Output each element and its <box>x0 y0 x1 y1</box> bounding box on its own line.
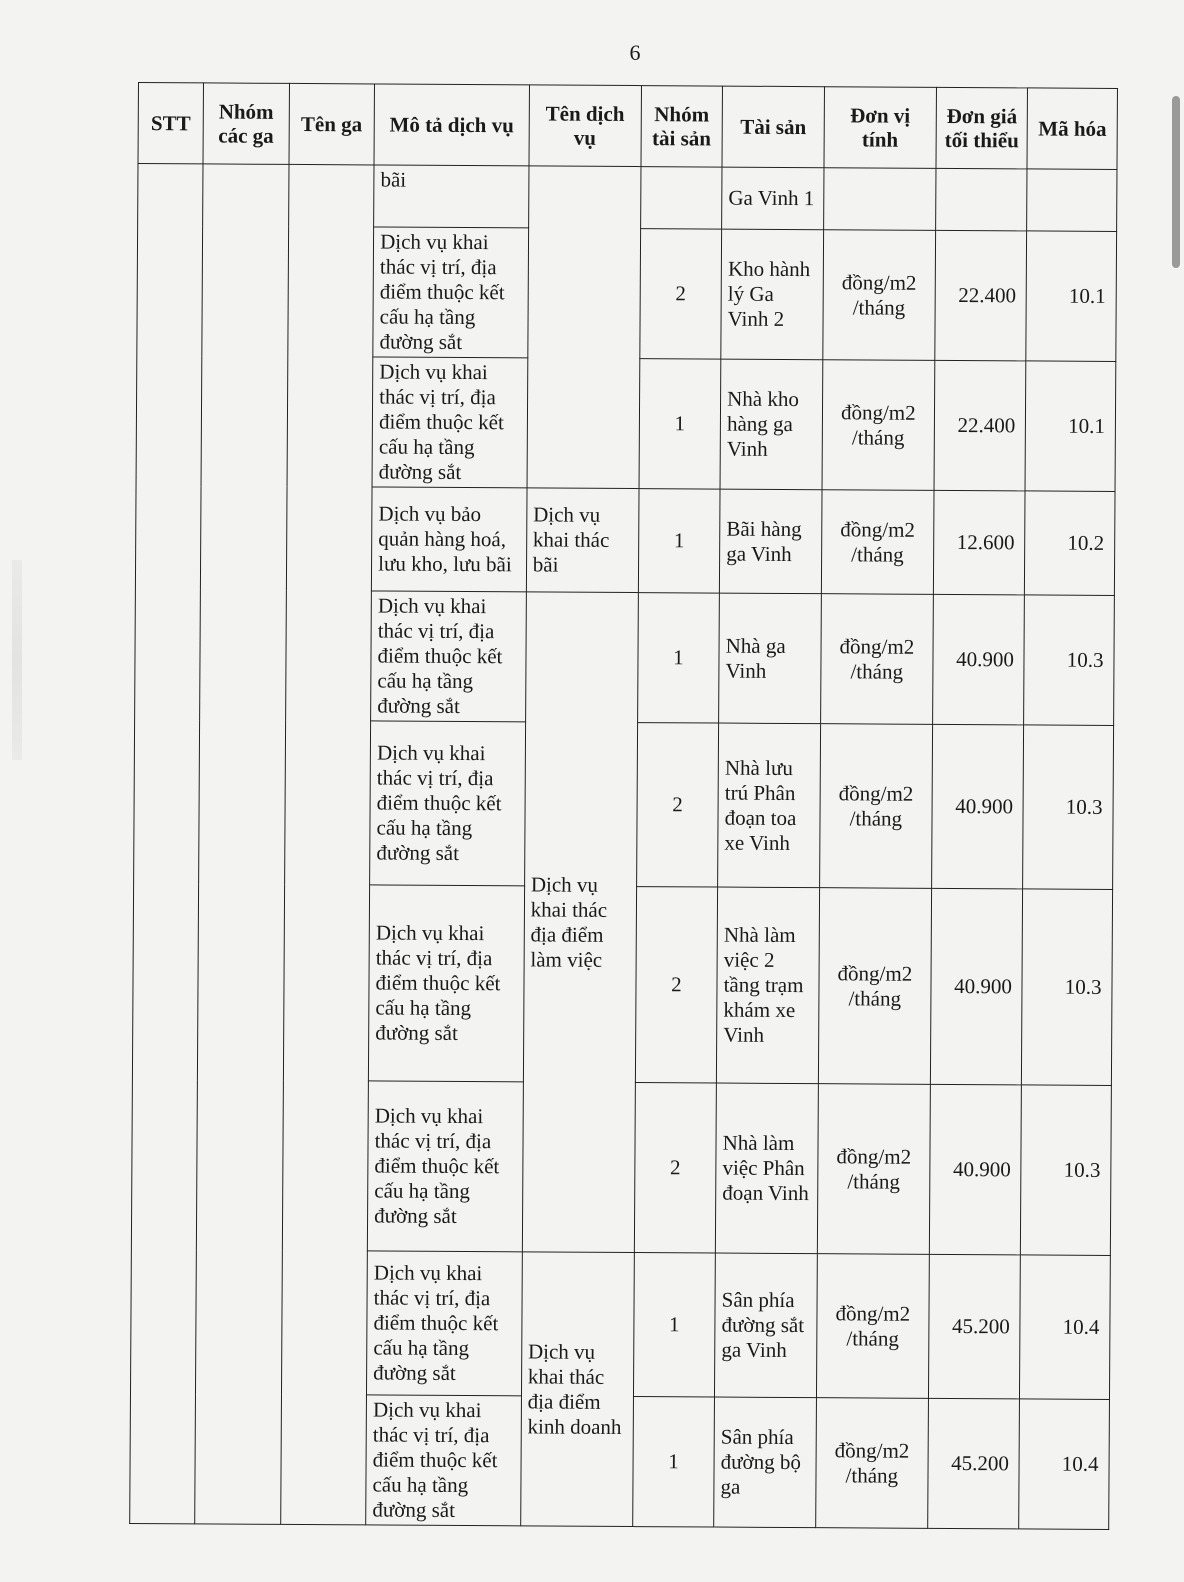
nhom-cell: 1 <box>632 1397 714 1527</box>
table-row <box>138 164 1117 232</box>
service-name-cell: Dịch vụ khai thác bãi <box>526 488 639 593</box>
desc-cell: Dịch vụ khai thác vị trí, địa điểm thuộc kết cấu hạ tầng đường sắt <box>372 357 527 488</box>
asset-cell: Bãi hàng ga Vinh <box>719 489 821 594</box>
service-cell-empty <box>527 166 641 489</box>
asset-cell: Ga Vinh 1 <box>722 167 824 230</box>
asset-cell: Nhà ga Vinh <box>719 593 822 724</box>
header-tai-san: Tài sản <box>722 86 824 168</box>
code-cell <box>1027 169 1117 232</box>
code-cell: 10.1 <box>1025 361 1115 492</box>
ten-ga-cell <box>280 164 374 1524</box>
desc-cell: bãi <box>374 165 529 228</box>
unit-cell: đồng/m2 /tháng <box>822 360 935 491</box>
service-name-cell: Dịch vụ khai thác địa điểm kinh doanh <box>520 1252 634 1527</box>
stt-cell <box>130 164 203 1524</box>
nhom-cell: 2 <box>640 229 722 359</box>
service-name-cell: Dịch vụ khai thác địa điểm làm việc <box>522 592 638 1253</box>
nhom-cell <box>640 167 722 229</box>
price-cell <box>935 168 1027 231</box>
nhom-cell: 1 <box>638 489 720 593</box>
code-cell: 10.3 <box>1024 595 1114 726</box>
unit-cell <box>823 168 935 231</box>
price-cell: 40.900 <box>929 1084 1022 1255</box>
header-ten-dich-vu: Tên dịch vụ <box>529 85 641 167</box>
price-cell: 45.200 <box>928 1254 1020 1399</box>
header-mo-ta: Mô tả dịch vụ <box>374 84 529 166</box>
header-don-vi: Đơn vị tính <box>824 87 936 169</box>
nhom-cell: 2 <box>634 1083 716 1253</box>
desc-cell: Dịch vụ khai thác vị trí, địa điểm thuộc kết cấu hạ tầng đường sắt <box>366 1395 521 1526</box>
nhom-cac-ga-cell <box>195 164 289 1524</box>
price-cell: 40.900 <box>930 888 1023 1085</box>
asset-cell: Nhà kho hàng ga Vinh <box>720 359 823 490</box>
unit-cell: đồng/m2 /tháng <box>817 1084 930 1255</box>
asset-cell: Sân phía đường sắt ga Vinh <box>715 1253 818 1398</box>
code-cell: 10.4 <box>1020 1255 1110 1400</box>
header-ten-ga: Tên ga <box>289 83 375 165</box>
price-cell: 22.400 <box>935 230 1027 361</box>
header-nhom-cac-ga: Nhóm các ga <box>203 83 289 165</box>
pricing-table <box>129 82 1118 1530</box>
desc-cell: Dịch vụ khai thác vị trí, địa điểm thuộc kết cấu hạ tầng đường sắt <box>367 1251 523 1396</box>
code-cell: 10.4 <box>1019 1399 1109 1530</box>
code-cell: 10.3 <box>1023 725 1114 890</box>
asset-cell: Nhà làm việc Phân đoạn Vinh <box>715 1083 818 1254</box>
desc-cell: Dịch vụ khai thác vị trí, địa điểm thuộc kết cấu hạ tầng đường sắt <box>367 1081 523 1252</box>
unit-cell: đồng/m2 /tháng <box>821 490 934 595</box>
nhom-cell: 2 <box>635 887 718 1083</box>
code-cell: 10.1 <box>1026 231 1116 362</box>
price-cell: 12.600 <box>933 490 1025 595</box>
nhom-cell: 1 <box>637 593 719 723</box>
asset-cell: Sân phía đường bộ ga <box>714 1397 817 1528</box>
code-cell: 10.3 <box>1022 889 1113 1086</box>
price-cell: 40.900 <box>932 594 1024 725</box>
price-cell: 45.200 <box>927 1398 1019 1529</box>
header-stt: STT <box>138 83 204 164</box>
header-ma-hoa: Mã hóa <box>1027 88 1117 170</box>
scan-edge-mark <box>12 560 22 760</box>
unit-cell: đồng/m2 /tháng <box>816 1254 929 1399</box>
unit-cell: đồng/m2 /tháng <box>819 724 932 889</box>
price-cell: 40.900 <box>931 724 1024 889</box>
unit-cell: đồng/m2 /tháng <box>818 888 931 1085</box>
unit-cell: đồng/m2 /tháng <box>816 1398 929 1529</box>
desc-cell: Dịch vụ khai thác vị trí, địa điểm thuộc kết cấu hạ tầng đường sắt <box>371 591 526 722</box>
nhom-cell: 2 <box>636 723 718 887</box>
desc-cell: Dịch vụ bảo quản hàng hoá, lưu kho, lưu bãi <box>371 487 526 592</box>
nhom-cell: 1 <box>639 359 721 489</box>
desc-cell: Dịch vụ khai thác vị trí, địa điểm thuộc kết cấu hạ tầng đường sắt <box>370 721 526 886</box>
unit-cell: đồng/m2 /tháng <box>823 230 936 361</box>
desc-cell: Dịch vụ khai thác vị trí, địa điểm thuộc kết cấu hạ tầng đường sắt <box>373 227 528 358</box>
header-nhom-tai-san: Nhóm tài sản <box>641 86 723 167</box>
page-number: 6 <box>629 40 641 65</box>
desc-cell: Dịch vụ khai thác vị trí, địa điểm thuộc kết cấu hạ tầng đường sắt <box>368 885 524 1082</box>
nhom-cell: 1 <box>633 1253 715 1397</box>
unit-cell: đồng/m2 /tháng <box>820 594 933 725</box>
code-cell: 10.2 <box>1025 491 1115 596</box>
header-row <box>138 83 1117 170</box>
header-don-gia: Đơn giá tối thiểu <box>936 87 1028 169</box>
asset-cell: Nhà lưu trú Phân đoạn toa xe Vinh <box>718 723 821 888</box>
price-cell: 22.400 <box>934 360 1026 491</box>
code-cell: 10.3 <box>1021 1085 1112 1256</box>
pricing-table-sheet <box>129 82 1118 1530</box>
asset-cell: Nhà làm việc 2 tầng trạm khám xe Vinh <box>717 887 820 1084</box>
scrollbar[interactable] <box>1172 96 1180 268</box>
asset-cell: Kho hành lý Ga Vinh 2 <box>721 229 824 360</box>
